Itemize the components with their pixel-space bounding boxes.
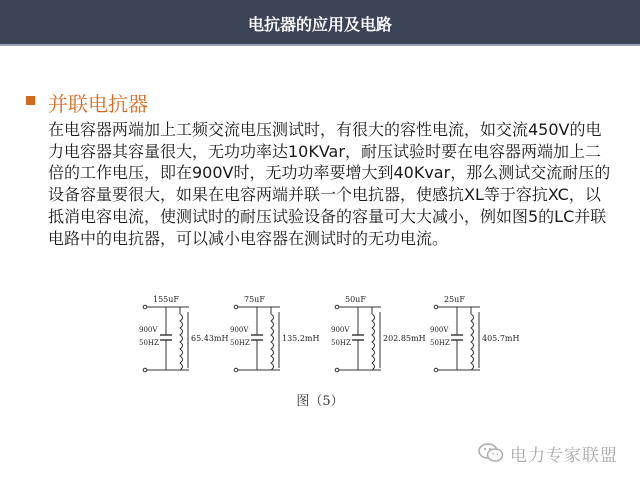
capacitance-label: 155uF bbox=[153, 295, 179, 304]
lc-circuit bbox=[331, 295, 426, 372]
inductor-coil bbox=[271, 314, 274, 370]
watermark bbox=[478, 440, 618, 466]
inductance-label: 405.7mH bbox=[482, 334, 520, 343]
frequency-label: 50HZ bbox=[139, 339, 159, 347]
terminal bbox=[234, 368, 238, 372]
voltage-label: 900V bbox=[139, 326, 158, 334]
inductor-coil bbox=[180, 314, 183, 370]
slide-title: 电抗器的应用及电路 bbox=[247, 15, 392, 34]
lc-circuit bbox=[430, 295, 519, 372]
terminal bbox=[143, 368, 147, 372]
watermark-text: 电力专家联盟 bbox=[510, 445, 618, 466]
terminal bbox=[434, 368, 438, 372]
lc-circuit bbox=[139, 295, 228, 372]
inductance-label: 202.85mH bbox=[383, 334, 426, 343]
wechat-icon bbox=[478, 442, 504, 464]
terminal bbox=[434, 305, 438, 309]
capacitance-label: 75uF bbox=[244, 295, 265, 304]
frequency-label: 50HZ bbox=[430, 339, 450, 347]
inductance-label: 135.2mH bbox=[282, 334, 320, 343]
terminal bbox=[335, 368, 339, 372]
terminal bbox=[234, 305, 238, 309]
voltage-label: 900V bbox=[430, 326, 449, 334]
body-paragraph: 在电容器两端加上工频交流电压测试时，有很大的容性电流，如交流450V的电力电容器其容量很大，无功功率达10KVar，耐压试验时要在电容器两端加上二倍的工作电压，即在900V时，无功功率要增大到40Kvar，那么测试交流耐压的设备容量要很大，如果在电容两端并联一个电抗器，使感抗XL等于容抗XC，以抵消电容电流，使测试时的耐压试验设备的容量可大大减小，例如图5的LC并联电路中的电抗器，可以减小电容器在测试时的无功电流。 bbox=[48, 120, 611, 248]
lc-circuit bbox=[230, 295, 319, 372]
inductor-coil bbox=[372, 314, 375, 370]
inductor-coil bbox=[471, 314, 474, 370]
section-title: 并联电抗器 bbox=[48, 92, 148, 116]
figure-caption: 图（5） bbox=[296, 394, 344, 409]
voltage-label: 900V bbox=[331, 326, 350, 334]
voltage-label: 900V bbox=[230, 326, 249, 334]
capacitance-label: 25uF bbox=[444, 295, 465, 304]
frequency-label: 50HZ bbox=[331, 339, 351, 347]
terminal bbox=[335, 305, 339, 309]
inductance-label: 65.43mH bbox=[191, 334, 229, 343]
capacitance-label: 50uF bbox=[345, 295, 366, 304]
slide-header bbox=[0, 0, 640, 46]
bullet-square bbox=[26, 96, 35, 105]
terminal bbox=[143, 305, 147, 309]
frequency-label: 50HZ bbox=[230, 339, 250, 347]
